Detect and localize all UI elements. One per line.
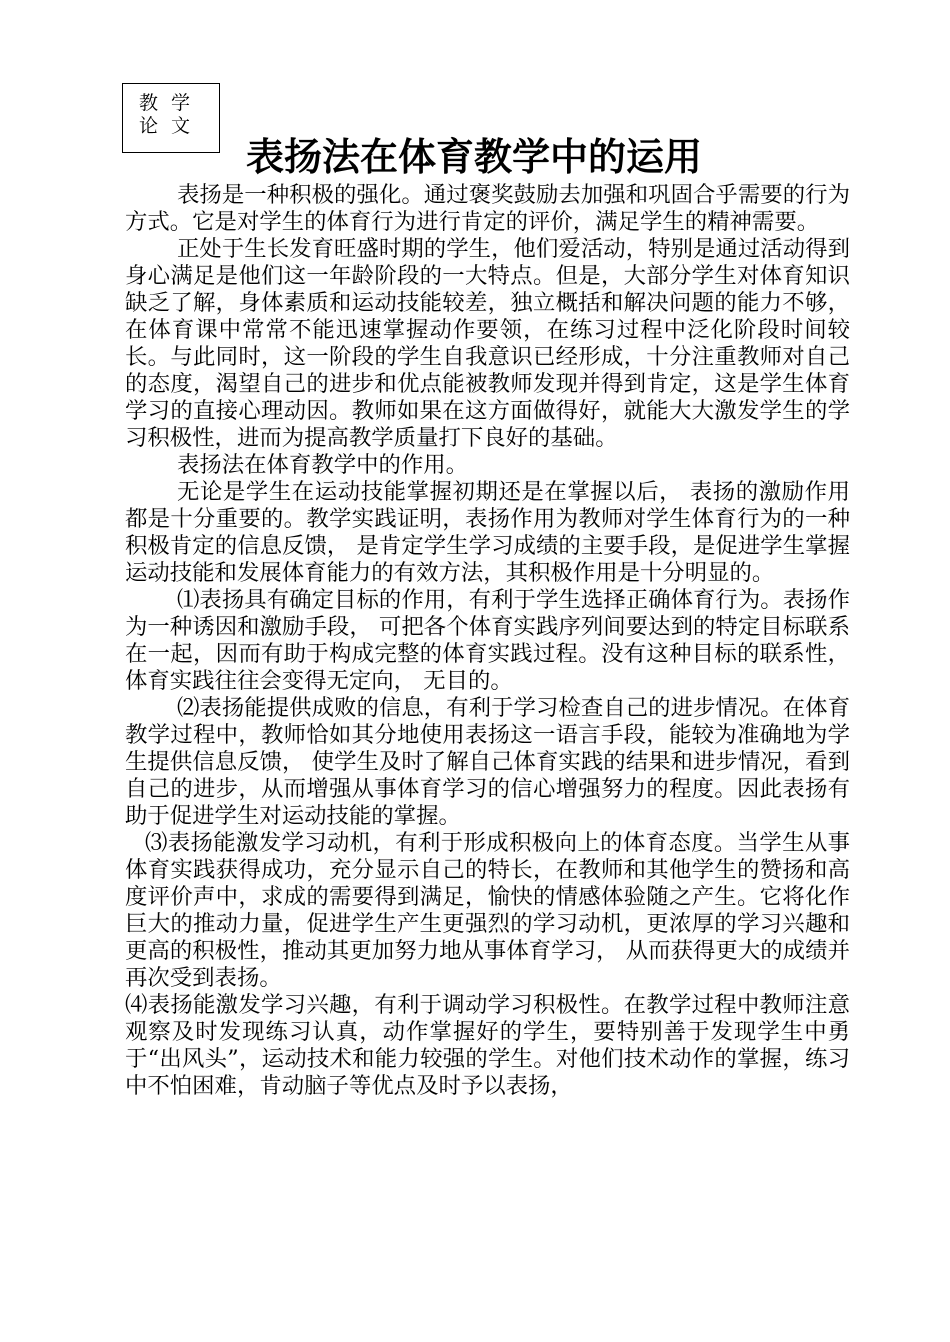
list-item: ⑷表扬能激发学习兴趣，有利于调动学习积极性。在教学过程中教师注意观察及时发现练习认真，动作掌握好的学生，要特别善于发现学生中勇于“出风头”，运动技术和能力较强的学生。对他们技术动作的掌握，练习中不怕困难，肯动脑子等优点及时予以表扬， <box>125 992 850 1099</box>
paragraph: 表扬是一种积极的强化。通过褒奖鼓励去加强和巩固合乎需要的行为方式。它是对学生的体育行为进行肯定的评价，满足学生的精神需要。 <box>125 182 850 235</box>
article-body <box>125 182 850 1100</box>
page-title: 表扬法在体育教学中的运用 <box>246 135 703 179</box>
tag-line-2: 论文 <box>139 115 204 137</box>
list-item: ⑵表扬能提供成败的信息，有利于学习检查自己的进步情况。在体育教学过程中，教师恰如其分地使用表扬这一语言手段，能较为准确地为学生提供信息反馈， 使学生及时了解自己体育实践的结果和进步情况，看到自己的进步，从而增强从事体育学习的信心增强努力的程度。因此表扬有助于促进学生对运动技能的掌握。 <box>125 695 850 829</box>
article-type-tag <box>122 83 220 153</box>
paragraph: 正处于生长发育旺盛时期的学生，他们爱活动，特别是通过活动得到身心满足是他们这一年龄阶段的一大特点。但是，大部分学生对体育知识缺乏了解，身体素质和运动技能较差，独立概括和解决问题的能力不够，在体育课中常常不能迅速掌握动作要领，在练习过程中泛化阶段时间较长。与此同时，这一阶段的学生自我意识已经形成，十分注重教师对自己的态度，渴望自己的进步和优点能被教师发现并得到肯定，这是学生体育学习的直接心理动因。教师如果在这方面做得好，就能大大激发学生的学习积极性，进而为提高教学质量打下良好的基础。 <box>125 236 850 451</box>
list-item: ⑴表扬具有确定目标的作用，有利于学生选择正确体育行为。表扬作为一种诱因和激励手段， 可把各个体育实践序列间要达到的特定目标联系在一起，因而有助于构成完整的体育实践过程。没有这种目标的联系性， 体育实践往往会变得无定向， 无目的。 <box>125 587 850 694</box>
paragraph: 无论是学生在运动技能掌握初期还是在掌握以后， 表扬的激励作用都是十分重要的。教学实践证明，表扬作用为教师对学生体育行为的一种积极肯定的信息反馈， 是肯定学生学习成绩的主要手段，是促进学生掌握运动技能和发展体育能力的有效方法，其积极作用是十分明显的。 <box>125 479 850 586</box>
section-heading: 表扬法在体育教学中的作用。 <box>177 452 469 478</box>
list-item: ⑶表扬能激发学习动机，有利于形成积极向上的体育态度。当学生从事体育实践获得成功，充分显示自己的特长，在教师和其他学生的赞扬和高度评价声中，求成的需要得到满足，愉快的情感体验随之产生。它将化作巨大的推动力量，促进学生产生更强烈的学习动机，更浓厚的学习兴趣和更高的积极性，推动其更加努力地从事体育学习， 从而获得更大的成绩并再次受到表扬。 <box>125 830 850 991</box>
tag-line-1: 教学 <box>139 92 204 114</box>
